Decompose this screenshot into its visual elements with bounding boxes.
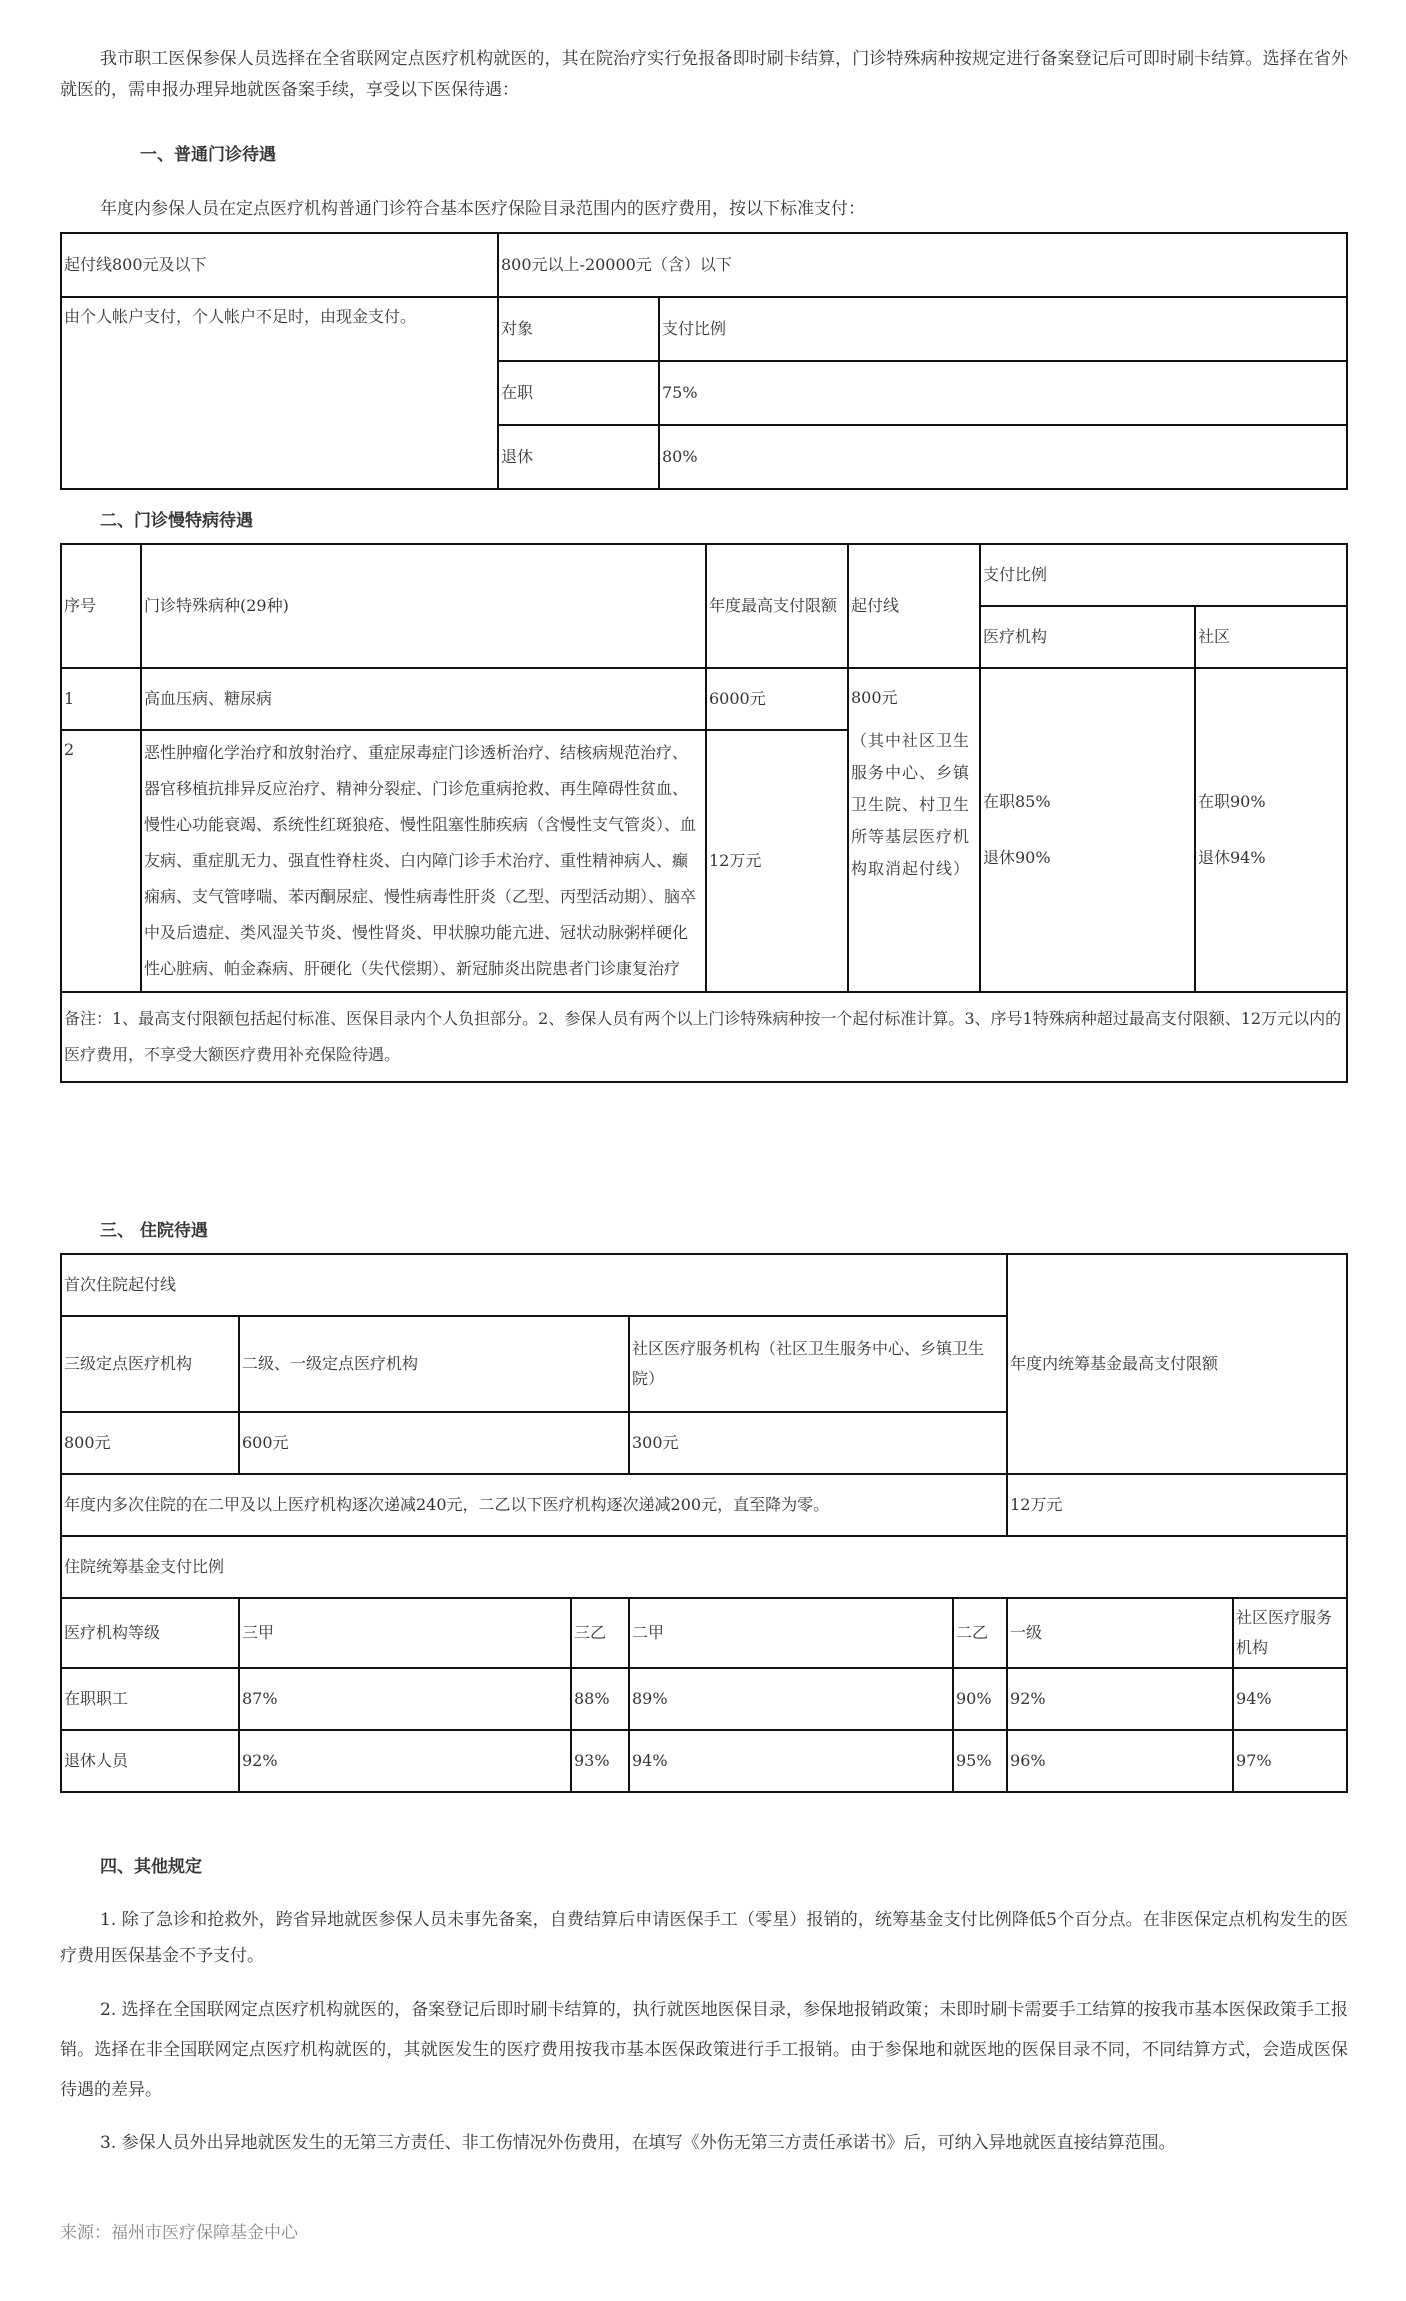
level3-header: 三级定点医疗机构 bbox=[61, 1316, 239, 1412]
community-retired: 退休94% bbox=[1198, 848, 1266, 867]
col-header-threshold: 起付线 bbox=[848, 544, 980, 668]
annual-limit-header: 年度内统筹基金最高支付限额 bbox=[1007, 1254, 1347, 1474]
table-cell: 97% bbox=[1233, 1730, 1347, 1792]
threshold-high-header: 800元以上-20000元（含）以下 bbox=[498, 233, 1347, 297]
ratio-header: 二甲 bbox=[629, 1598, 953, 1668]
first-threshold-title: 首次住院起付线 bbox=[61, 1254, 1007, 1316]
ratio-header: 一级 bbox=[1007, 1598, 1233, 1668]
row1-limit: 6000元 bbox=[706, 668, 848, 730]
table-cell: 94% bbox=[629, 1730, 953, 1792]
community-header: 社区医疗服务机构（社区卫生服务中心、乡镇卫生院） bbox=[629, 1316, 1007, 1412]
section2-heading: 二、门诊慢特病待遇 bbox=[100, 511, 253, 531]
table-cell: 92% bbox=[239, 1730, 571, 1792]
table-cell: 退休 bbox=[498, 425, 659, 489]
hospital-retired: 退休90% bbox=[983, 848, 1051, 867]
col-header-community: 社区 bbox=[1195, 606, 1347, 668]
chronic-note: 备注：1、最高支付限额包括起付标准、医保目录内个人负担部分。2、参保人员有两个以上门诊特殊病种按一个起付标准计算。3、序号1特殊病种超过最高支付限额、12万元以内的医疗费用，不享受大额医疗费用补充保险待遇。 bbox=[61, 992, 1347, 1082]
threshold-note: （其中社区卫生服务中心、乡镇卫生院、村卫生所等基层医疗机构取消起付线） bbox=[851, 731, 971, 878]
section3-heading: 三、 住院待遇 bbox=[100, 1221, 208, 1241]
threshold-main: 800元 bbox=[851, 688, 898, 707]
row1-disease: 高血压病、糖尿病 bbox=[141, 668, 706, 730]
rule-item-1: 1. 除了急诊和抢救外，跨省异地就医参保人员未事先备案，自费结算后申请医保手工（零星）报销的，统筹基金支付比例降低5个百分点。在非医保定点机构发生的医疗费用医保基金不予支付。 bbox=[60, 1910, 1348, 1966]
ratio-header: 医疗机构等级 bbox=[61, 1598, 239, 1668]
row2-limit: 12万元 bbox=[706, 730, 848, 992]
ratio-header: 三甲 bbox=[239, 1598, 571, 1668]
table-cell: 80% bbox=[659, 425, 1347, 489]
value-level3: 800元 bbox=[61, 1412, 239, 1474]
table-cell: 90% bbox=[953, 1668, 1007, 1730]
col-header-hospital: 医疗机构 bbox=[980, 606, 1195, 668]
ratio-row-label: 在职职工 bbox=[61, 1668, 239, 1730]
source-credit: 来源：福州市医疗保障基金中心 bbox=[60, 2223, 298, 2243]
rule-item-2: 2. 选择在全国联网定点医疗机构就医的，备案登记后即时刷卡结算的，执行就医地医保目录，参保地报销政策；未即时刷卡需要手工结算的按我市基本医保政策手工报销。选择在非全国联网定点医疗机构就医的，其就医发生的医疗费用按我市基本医保政策进行手工报销。由于参保地和就医地的医保目录不同，不同结算方式，会造成医保待遇的差异。 bbox=[60, 2000, 1348, 2100]
ratio-header: 社区医疗服务机构 bbox=[1233, 1598, 1347, 1668]
chronic-disease-table bbox=[60, 543, 1348, 1083]
intro-paragraph: 我市职工医保参保人员选择在全省联网定点医疗机构就医的，其在院治疗实行免报备即时刷卡结算，门诊特殊病种按规定进行备案登记后可即时刷卡结算。选择在省外就医的，需申报办理异地就医备案手续，享受以下医保待遇： bbox=[60, 49, 1348, 100]
ratio-header: 二乙 bbox=[953, 1598, 1007, 1668]
annual-limit-value: 12万元 bbox=[1007, 1474, 1347, 1536]
table-cell: 在职 bbox=[498, 361, 659, 425]
row2-no: 2 bbox=[61, 730, 141, 992]
hospital-ratio-cell bbox=[980, 668, 1195, 992]
outpatient-table bbox=[60, 232, 1348, 490]
ratio-header: 三乙 bbox=[571, 1598, 629, 1668]
col-header-ratio: 支付比例 bbox=[980, 544, 1347, 606]
table-cell: 支付比例 bbox=[659, 297, 1347, 361]
table-cell: 93% bbox=[571, 1730, 629, 1792]
section4-heading: 四、其他规定 bbox=[100, 1857, 202, 1877]
value-community: 300元 bbox=[629, 1412, 1007, 1474]
table-cell: 88% bbox=[571, 1668, 629, 1730]
threshold-cell bbox=[848, 668, 980, 992]
section1-heading: 一、普通门诊待遇 bbox=[140, 145, 276, 165]
table-cell: 89% bbox=[629, 1668, 953, 1730]
col-header-disease: 门诊特殊病种(29种) bbox=[141, 544, 706, 668]
community-active: 在职90% bbox=[1198, 792, 1266, 811]
inpatient-table bbox=[60, 1253, 1348, 1793]
row2-disease: 恶性肿瘤化学治疗和放射治疗、重症尿毒症门诊透析治疗、结核病规范治疗、器官移植抗排异反应治疗、精神分裂症、门诊危重病抢救、再生障碍性贫血、慢性心功能衰竭、系统性红斑狼疮、慢性阻塞性肺疾病（含慢性支气管炎）、血友病、重症肌无力、强直性脊柱炎、白内障门诊手术治疗、重性精神病人、癫痫病、支气管哮喘、苯丙酮尿症、慢性病毒性肝炎（乙型、丙型活动期）、脑卒中及后遗症、类风湿关节炎、慢性肾炎、甲状腺功能亢进、冠状动脉粥样硬化性心脏病、帕金森病、肝硬化（失代偿期）、新冠肺炎出院患者门诊康复治疗 bbox=[141, 730, 706, 992]
table-cell: 94% bbox=[1233, 1668, 1347, 1730]
personal-account-note: 由个人帐户支付，个人帐户不足时，由现金支付。 bbox=[61, 297, 498, 489]
community-ratio-cell bbox=[1195, 668, 1347, 992]
table-cell: 95% bbox=[953, 1730, 1007, 1792]
table-cell: 75% bbox=[659, 361, 1347, 425]
col-header-no: 序号 bbox=[61, 544, 141, 668]
level21-header: 二级、一级定点医疗机构 bbox=[239, 1316, 629, 1412]
table-cell: 92% bbox=[1007, 1668, 1233, 1730]
threshold-low-header: 起付线800元及以下 bbox=[61, 233, 498, 297]
table-cell: 对象 bbox=[498, 297, 659, 361]
multi-stay-note: 年度内多次住院的在二甲及以上医疗机构逐次递减240元，二乙以下医疗机构逐次递减200元，直至降为零。 bbox=[61, 1474, 1007, 1536]
ratio-row-label: 退休人员 bbox=[61, 1730, 239, 1792]
col-header-limit: 年度最高支付限额 bbox=[706, 544, 848, 668]
value-level21: 600元 bbox=[239, 1412, 629, 1474]
hospital-active: 在职85% bbox=[983, 792, 1051, 811]
row1-no: 1 bbox=[61, 668, 141, 730]
rule-item-3: 3. 参保人员外出异地就医发生的无第三方责任、非工伤情况外伤费用，在填写《外伤无第三方责任承诺书》后，可纳入异地就医直接结算范围。 bbox=[100, 2133, 1176, 2153]
table-cell: 87% bbox=[239, 1668, 571, 1730]
ratio-title: 住院统筹基金支付比例 bbox=[61, 1536, 1347, 1598]
table-cell: 96% bbox=[1007, 1730, 1233, 1792]
section1-paragraph: 年度内参保人员在定点医疗机构普通门诊符合基本医疗保险目录范围内的医疗费用，按以下标准支付： bbox=[100, 199, 865, 219]
